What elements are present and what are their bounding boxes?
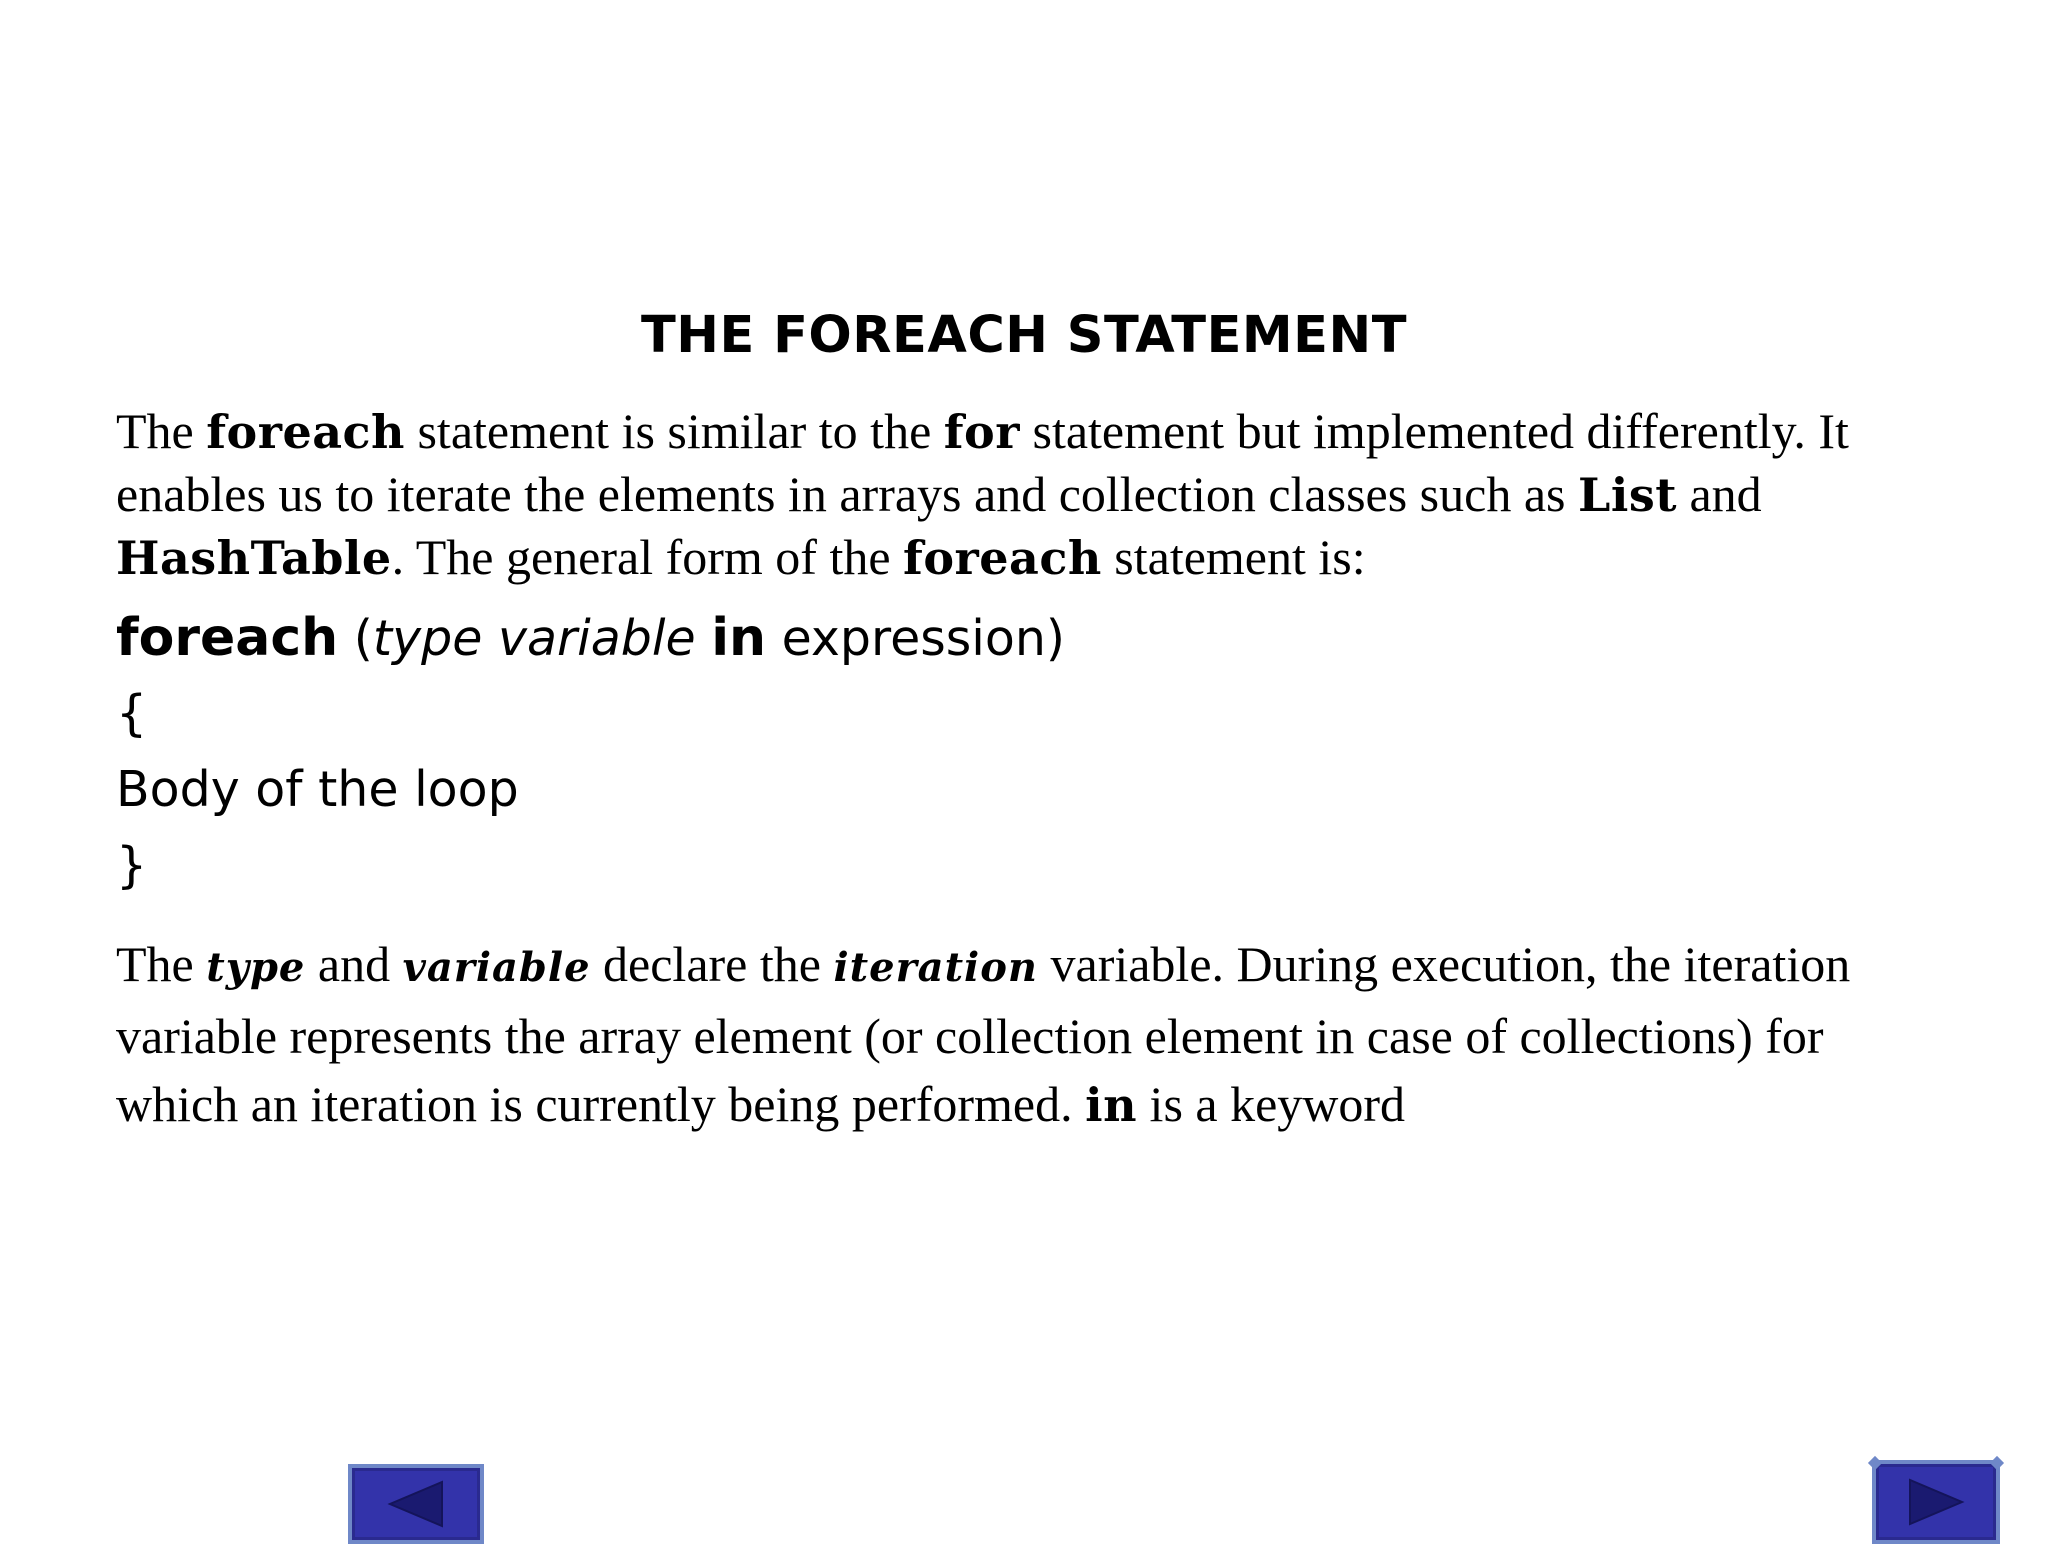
term-variable: variable xyxy=(402,944,591,991)
slide-title: THE FOREACH STATEMENT xyxy=(641,306,1407,365)
syntax-close-brace: } xyxy=(116,837,148,894)
keyword-foreach: foreach xyxy=(903,531,1102,585)
keyword-in: in xyxy=(1085,1078,1138,1132)
explanation-line-3: which an iteration is currently being performed. in is a keyword xyxy=(116,1076,1406,1132)
keyword-foreach: foreach xyxy=(206,405,405,459)
syntax-type-variable: type variable xyxy=(372,610,696,667)
triangle-left-icon xyxy=(384,1478,448,1530)
keyword-hashtable: HashTable xyxy=(116,531,392,585)
intro-line-3: HashTable. The general form of the foreach statement is: xyxy=(116,529,1366,585)
syntax-body: Body of the loop xyxy=(116,761,519,818)
syntax-keyword-foreach: foreach xyxy=(116,608,339,668)
syntax-open-brace: { xyxy=(116,685,148,742)
syntax-block xyxy=(116,600,1065,904)
keyword-list: List xyxy=(1578,468,1677,522)
explanation-line-1: The type and variable declare the iteration variable. During execution, the iteration xyxy=(116,936,1851,992)
term-iteration: iteration xyxy=(833,944,1038,991)
intro-paragraph xyxy=(116,400,1996,589)
syntax-keyword-in: in xyxy=(711,608,767,668)
explanation-line-2: variable represents the array element (or collection element in case of collections) for xyxy=(116,1008,1824,1064)
intro-line-1: The foreach statement is similar to the for statement but implemented differently. It xyxy=(116,403,1849,459)
intro-line-2: enables us to iterate the elements in arrays and collection classes such as List and xyxy=(116,466,1762,522)
triangle-right-icon xyxy=(1904,1476,1968,1528)
keyword-for: for xyxy=(943,405,1020,459)
term-type: type xyxy=(206,944,306,991)
syntax-line-header: foreach (type variable in expression) xyxy=(116,608,1066,668)
previous-slide-button[interactable] xyxy=(348,1464,484,1544)
next-slide-button[interactable] xyxy=(1872,1460,2000,1544)
explanation-paragraph xyxy=(116,930,1996,1139)
